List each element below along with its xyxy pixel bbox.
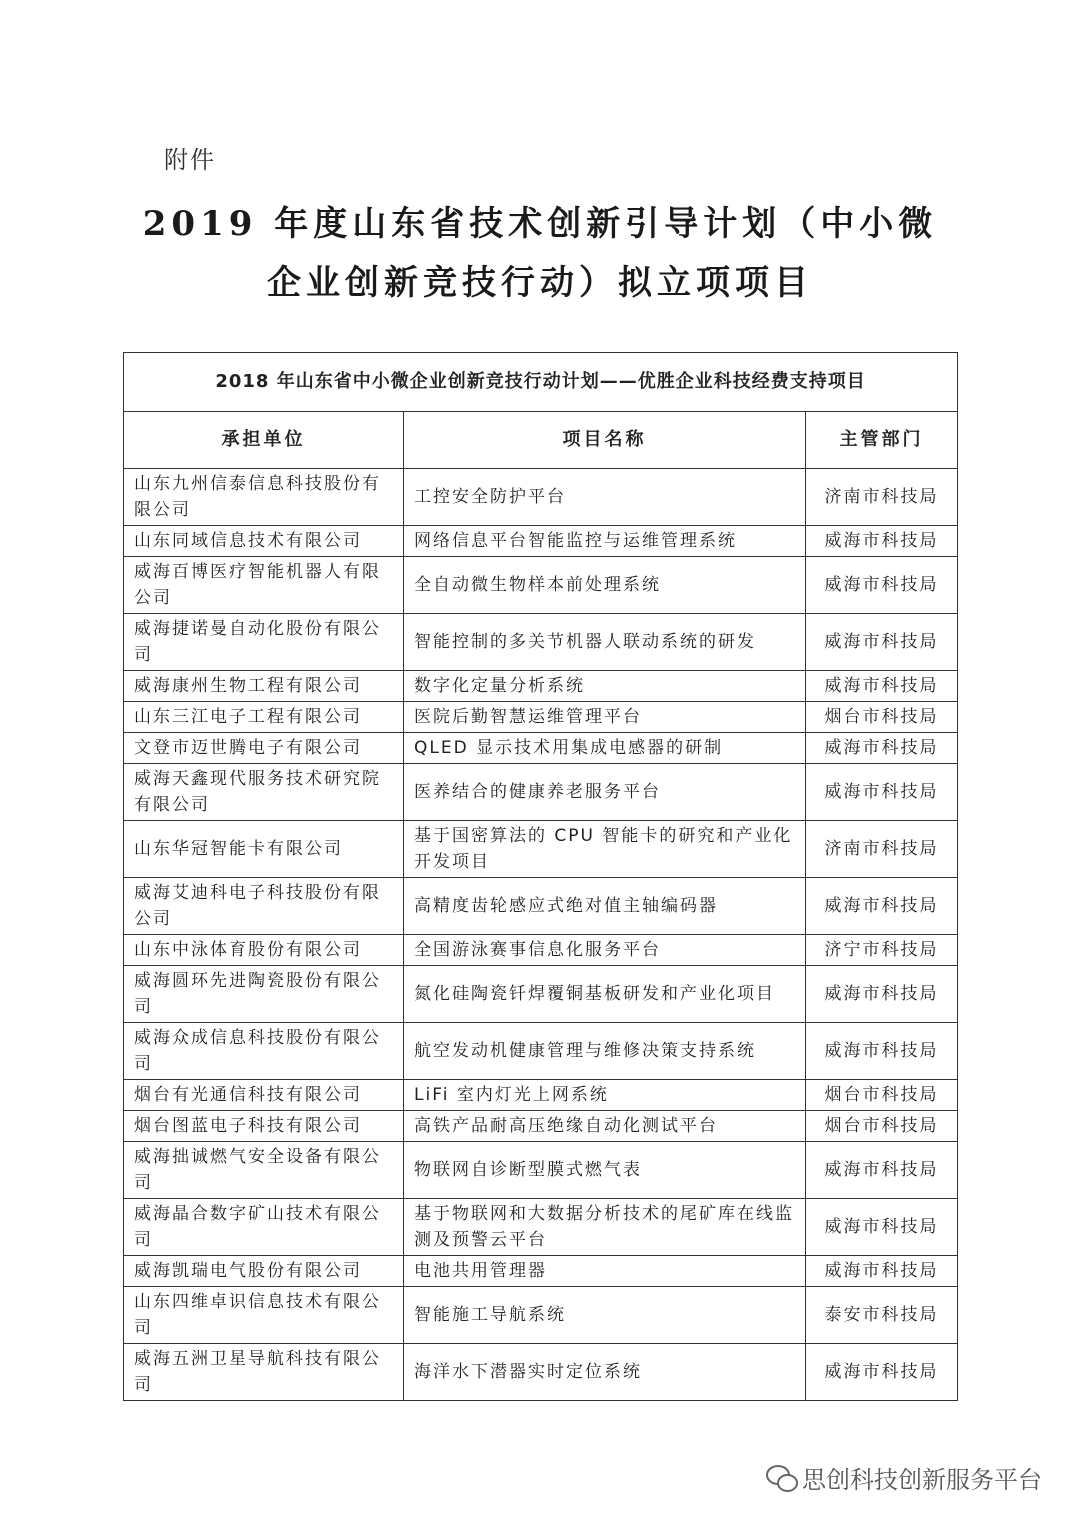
cell-project: 智能控制的多关节机器人联动系统的研发 <box>404 614 806 671</box>
document-title-line-2: 企业创新竞技行动）拟立项项目 <box>267 263 813 303</box>
table-row <box>124 557 958 614</box>
cell-unit: 山东华冠智能卡有限公司 <box>124 821 404 878</box>
cell-dept: 济南市科技局 <box>806 821 958 878</box>
cell-project: LiFi 室内灯光上网系统 <box>404 1080 806 1111</box>
cell-dept: 威海市科技局 <box>806 1256 958 1287</box>
cell-dept: 烟台市科技局 <box>806 1111 958 1142</box>
cell-project: 医养结合的健康养老服务平台 <box>404 764 806 821</box>
cell-unit: 威海天鑫现代服务技术研究院有限公司 <box>124 764 404 821</box>
watermark <box>766 1460 1042 1495</box>
table-row <box>124 1111 958 1142</box>
table-row <box>124 469 958 526</box>
cell-dept: 威海市科技局 <box>806 966 958 1023</box>
wechat-icon <box>766 1465 796 1491</box>
cell-unit: 山东九州信泰信息科技股份有限公司 <box>124 469 404 526</box>
cell-unit: 山东四维卓识信息技术有限公司 <box>124 1287 404 1344</box>
table-header-row <box>124 412 958 469</box>
cell-unit: 烟台图蓝电子科技有限公司 <box>124 1111 404 1142</box>
cell-project: 电池共用管理器 <box>404 1256 806 1287</box>
header-project: 项目名称 <box>404 412 806 469</box>
table-row <box>124 1080 958 1111</box>
cell-project: 全自动微生物样本前处理系统 <box>404 557 806 614</box>
table-row <box>124 966 958 1023</box>
table-row <box>124 764 958 821</box>
cell-unit: 山东中泳体育股份有限公司 <box>124 935 404 966</box>
table-row <box>124 1142 958 1199</box>
cell-dept: 济宁市科技局 <box>806 935 958 966</box>
cell-unit: 威海圆环先进陶瓷股份有限公司 <box>124 966 404 1023</box>
cell-project: 海洋水下潜器实时定位系统 <box>404 1344 806 1401</box>
document-title-line-1: 2019 年度山东省技术创新引导计划（中小微 <box>142 204 938 244</box>
cell-dept: 威海市科技局 <box>806 733 958 764</box>
table-row <box>124 1287 958 1344</box>
cell-unit: 文登市迈世腾电子有限公司 <box>124 733 404 764</box>
cell-dept: 威海市科技局 <box>806 1344 958 1401</box>
cell-dept: 威海市科技局 <box>806 764 958 821</box>
cell-project: 数字化定量分析系统 <box>404 671 806 702</box>
cell-project: QLED 显示技术用集成电感器的研制 <box>404 733 806 764</box>
cell-dept: 烟台市科技局 <box>806 702 958 733</box>
cell-dept: 威海市科技局 <box>806 614 958 671</box>
cell-unit: 威海康州生物工程有限公司 <box>124 671 404 702</box>
cell-project: 基于国密算法的 CPU 智能卡的研究和产业化开发项目 <box>404 821 806 878</box>
table-row <box>124 935 958 966</box>
cell-project: 航空发动机健康管理与维修决策支持系统 <box>404 1023 806 1080</box>
cell-project: 网络信息平台智能监控与运维管理系统 <box>404 526 806 557</box>
cell-dept: 威海市科技局 <box>806 878 958 935</box>
cell-unit: 山东同域信息技术有限公司 <box>124 526 404 557</box>
table-row <box>124 1344 958 1401</box>
cell-dept: 威海市科技局 <box>806 1199 958 1256</box>
cell-project: 工控安全防护平台 <box>404 469 806 526</box>
project-table <box>123 352 958 1401</box>
attachment-label: 附件 <box>164 146 216 174</box>
cell-unit: 威海凯瑞电气股份有限公司 <box>124 1256 404 1287</box>
cell-dept: 威海市科技局 <box>806 1023 958 1080</box>
cell-unit: 威海五洲卫星导航科技有限公司 <box>124 1344 404 1401</box>
cell-unit: 威海艾迪科电子科技股份有限公司 <box>124 878 404 935</box>
header-unit: 承担单位 <box>124 412 404 469</box>
table-row <box>124 526 958 557</box>
table-caption: 2018 年山东省中小微企业创新竞技行动计划——优胜企业科技经费支持项目 <box>124 353 958 412</box>
cell-dept: 济南市科技局 <box>806 469 958 526</box>
watermark-text: 思创科技创新服务平台 <box>802 1466 1042 1494</box>
cell-dept: 威海市科技局 <box>806 526 958 557</box>
cell-unit: 威海拙诚燃气安全设备有限公司 <box>124 1142 404 1199</box>
cell-project: 氮化硅陶瓷钎焊覆铜基板研发和产业化项目 <box>404 966 806 1023</box>
cell-project: 医院后勤智慧运维管理平台 <box>404 702 806 733</box>
cell-project: 物联网自诊断型膜式燃气表 <box>404 1142 806 1199</box>
cell-unit: 烟台有光通信科技有限公司 <box>124 1080 404 1111</box>
table-row <box>124 1199 958 1256</box>
table-row <box>124 733 958 764</box>
cell-dept: 泰安市科技局 <box>806 1287 958 1344</box>
cell-unit: 威海百博医疗智能机器人有限公司 <box>124 557 404 614</box>
table-row <box>124 1256 958 1287</box>
cell-dept: 威海市科技局 <box>806 557 958 614</box>
table-row <box>124 878 958 935</box>
table-row <box>124 702 958 733</box>
cell-unit: 威海捷诺曼自动化股份有限公司 <box>124 614 404 671</box>
table-body <box>124 469 958 1401</box>
table-row <box>124 1023 958 1080</box>
cell-project: 基于物联网和大数据分析技术的尾矿库在线监测及预警云平台 <box>404 1199 806 1256</box>
cell-project: 智能施工导航系统 <box>404 1287 806 1344</box>
header-dept: 主管部门 <box>806 412 958 469</box>
cell-unit: 山东三江电子工程有限公司 <box>124 702 404 733</box>
table-row <box>124 614 958 671</box>
cell-dept: 威海市科技局 <box>806 1142 958 1199</box>
cell-unit: 威海晶合数字矿山技术有限公司 <box>124 1199 404 1256</box>
cell-project: 高精度齿轮感应式绝对值主轴编码器 <box>404 878 806 935</box>
cell-dept: 烟台市科技局 <box>806 1080 958 1111</box>
table-row <box>124 671 958 702</box>
cell-project: 高铁产品耐高压绝缘自动化测试平台 <box>404 1111 806 1142</box>
table-row <box>124 821 958 878</box>
cell-unit: 威海众成信息科技股份有限公司 <box>124 1023 404 1080</box>
cell-dept: 威海市科技局 <box>806 671 958 702</box>
cell-project: 全国游泳赛事信息化服务平台 <box>404 935 806 966</box>
